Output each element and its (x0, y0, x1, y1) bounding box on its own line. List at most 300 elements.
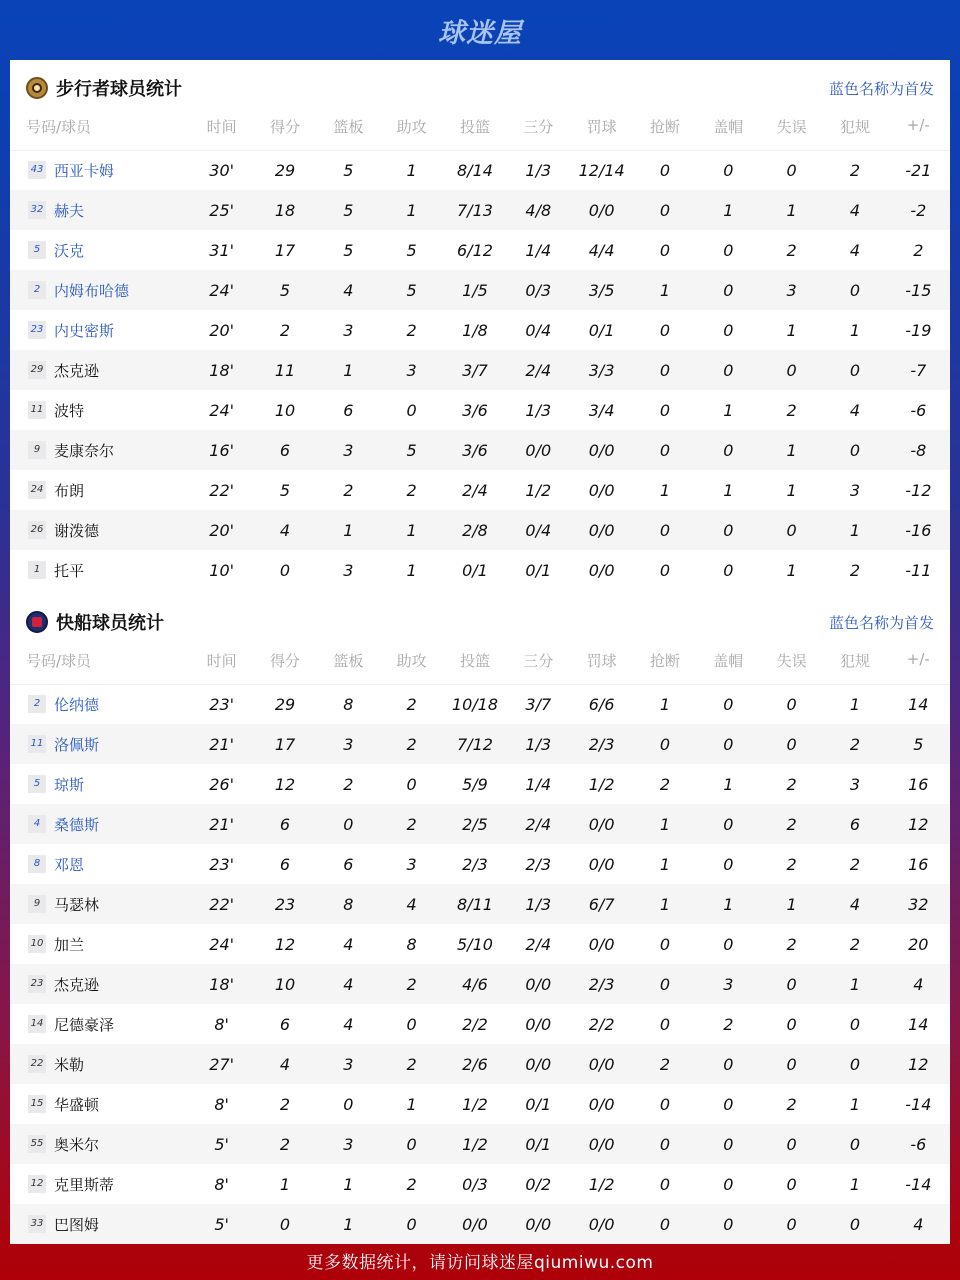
stat-cell: 27' (190, 1044, 253, 1084)
player-name[interactable]: 加兰 (54, 935, 85, 954)
stat-cell: 1 (317, 1204, 380, 1244)
stat-cell: 1 (786, 480, 797, 500)
stat-cell: 0/0 (570, 1124, 633, 1164)
stat-cell: 11 (253, 350, 316, 390)
stat-cell: 4/4 (588, 240, 615, 260)
player-cell[interactable] (10, 1084, 190, 1124)
stat-cell: 5' (190, 1204, 253, 1244)
stat-cell: 7/12 (443, 724, 506, 764)
stat-cell: 10 (274, 400, 296, 420)
column-header[interactable]: 得分 (253, 650, 316, 684)
stat-cell: 1 (849, 1174, 861, 1194)
stat-cell: 1 (633, 804, 696, 844)
table-row[interactable] (10, 884, 950, 924)
stat-cell: 12/14 (578, 160, 625, 180)
stat-cell: 4 (823, 884, 886, 924)
stat-cell: 2 (849, 560, 861, 580)
stat-cell: 2/4 (507, 804, 570, 844)
stat-cell: 0 (343, 1094, 354, 1114)
stat-cell: 0 (659, 240, 671, 260)
stat-cell: 2 (380, 724, 443, 764)
stat-cell: 1/5 (443, 270, 506, 310)
stat-cell: 5 (317, 190, 380, 230)
stat-cell: 0 (317, 804, 380, 844)
stat-cell: 1 (723, 774, 734, 794)
table-row[interactable] (10, 390, 950, 430)
column-header[interactable]: 号码/球员 (10, 116, 190, 150)
stat-cell: 1 (633, 884, 696, 924)
player-name[interactable]: 内史密斯 (54, 321, 115, 340)
column-header[interactable]: 罚球 (570, 650, 633, 684)
stat-cell: 23 (253, 884, 316, 924)
stat-cell: 1 (380, 510, 443, 550)
table-row[interactable] (10, 550, 950, 590)
player-name[interactable]: 伦纳德 (54, 695, 100, 714)
qiumiwu-logo: 球迷屋 (438, 17, 522, 49)
player-name[interactable]: 琼斯 (54, 775, 85, 794)
player-cell[interactable] (10, 390, 190, 430)
stat-cell: 6/6 (588, 694, 615, 714)
column-header[interactable]: 罚球 (570, 116, 633, 150)
player-cell[interactable] (10, 1124, 190, 1164)
stat-cell: 2 (659, 774, 671, 794)
stat-cell: 4 (849, 240, 861, 260)
player-stats-table (10, 650, 950, 1244)
stat-cell: 0 (253, 1204, 316, 1244)
stat-cell: 2 (633, 1044, 696, 1084)
column-header[interactable]: +/- (887, 116, 950, 150)
stat-cell: 0 (697, 270, 760, 310)
stat-cell: 0 (849, 1014, 861, 1034)
player-name[interactable]: 布朗 (54, 481, 85, 500)
stat-cell: 0 (823, 350, 886, 390)
stat-cell: 6 (823, 804, 886, 844)
column-header[interactable]: 犯规 (823, 116, 886, 150)
stat-cell: 2/4 (507, 350, 570, 390)
starter-legend: 蓝色名称为首发 (828, 79, 934, 98)
stat-cell: 2/3 (570, 964, 633, 1004)
stat-cell: 22' (209, 480, 235, 500)
table-row[interactable] (10, 804, 950, 844)
player-name[interactable]: 尼德豪泽 (54, 1015, 115, 1034)
stat-cell: 5/10 (457, 934, 493, 954)
player-cell[interactable] (10, 1004, 190, 1044)
stat-cell: 0/1 (462, 560, 488, 580)
stat-cell: 2 (406, 694, 417, 714)
jersey-number: 11 (28, 735, 46, 753)
table-row[interactable] (10, 844, 950, 884)
stat-cell: 0 (723, 240, 734, 260)
stat-cell: 0 (723, 1174, 734, 1194)
table-row[interactable] (10, 150, 950, 190)
column-header[interactable]: 三分 (507, 116, 570, 150)
pacers-logo-icon (26, 77, 48, 99)
player-name[interactable]: 内姆布哈德 (54, 281, 130, 300)
footer-banner[interactable] (0, 1240, 960, 1280)
stat-cell: 0/0 (570, 190, 633, 230)
player-cell[interactable] (10, 1044, 190, 1084)
table-row[interactable] (10, 310, 950, 350)
jersey-number: 43 (28, 161, 46, 179)
stat-cell: 1 (823, 964, 886, 1004)
stat-cell: 5 (380, 430, 443, 470)
stat-cell: 0 (633, 190, 696, 230)
stat-cell: 20' (190, 510, 253, 550)
stat-cell: 0 (786, 1014, 797, 1034)
stat-cell: 8 (317, 884, 380, 924)
stat-cell: -8 (887, 430, 950, 470)
player-cell[interactable] (10, 924, 190, 964)
player-name[interactable]: 沃克 (54, 241, 85, 260)
stat-cell: 4/6 (443, 964, 506, 1004)
stat-cell: 1/3 (507, 724, 570, 764)
stat-cell: 5' (190, 1124, 253, 1164)
stat-cell: -11 (905, 560, 932, 580)
stat-cell: 2 (253, 1124, 316, 1164)
column-header[interactable]: 失误 (760, 650, 823, 684)
stat-cell: 5 (380, 270, 443, 310)
player-cell[interactable] (10, 510, 190, 550)
stat-cell: 0/0 (570, 1204, 633, 1244)
stat-cell: 3/4 (588, 400, 615, 420)
column-header[interactable]: 三分 (507, 650, 570, 684)
stat-cell: 0 (659, 1094, 671, 1114)
stat-cell: 1 (823, 510, 886, 550)
stat-cell: 2/2 (462, 1014, 488, 1034)
player-cell[interactable] (10, 430, 190, 470)
stat-cell: 2 (723, 1014, 734, 1034)
jersey-number: 15 (28, 1095, 46, 1113)
table-row[interactable] (10, 1204, 950, 1244)
column-header[interactable]: +/- (887, 650, 950, 684)
stat-cell: 0 (760, 1124, 823, 1164)
stat-cell: 3/6 (443, 430, 506, 470)
table-row[interactable] (10, 724, 950, 764)
player-name[interactable]: 克里斯蒂 (54, 1175, 115, 1194)
player-cell[interactable] (10, 1204, 190, 1244)
stat-cell: 12 (887, 1044, 950, 1084)
stat-cell: 3 (317, 724, 380, 764)
stat-cell: -2 (887, 190, 950, 230)
stat-cell: 2 (786, 934, 797, 954)
table-row[interactable] (10, 1124, 950, 1164)
stat-cell: 3 (697, 964, 760, 1004)
jersey-number: 26 (28, 521, 46, 539)
stat-cell: 0 (633, 510, 696, 550)
stat-cell: 2/5 (443, 804, 506, 844)
player-cell[interactable] (10, 964, 190, 1004)
stat-cell: 0/0 (570, 510, 633, 550)
column-header[interactable]: 得分 (253, 116, 316, 150)
table-row[interactable] (10, 430, 950, 470)
stat-cell: 0 (697, 1044, 760, 1084)
stat-cell: 0 (823, 1204, 886, 1244)
jersey-number: 2 (28, 281, 46, 299)
column-header[interactable]: 时间 (190, 650, 253, 684)
stat-cell: 0 (723, 854, 734, 874)
player-cell[interactable] (10, 270, 190, 310)
player-cell[interactable] (10, 230, 190, 270)
table-row[interactable] (10, 350, 950, 390)
column-header[interactable]: 抢断 (633, 116, 696, 150)
stat-cell: 2/3 (525, 854, 552, 874)
stat-cell: 4 (317, 964, 380, 1004)
stat-cell: 0 (697, 350, 760, 390)
stat-cell: 2 (406, 320, 417, 340)
stat-cell: -7 (887, 350, 950, 390)
stat-cell: 6 (253, 804, 316, 844)
stat-cell: 2 (786, 240, 797, 260)
column-header[interactable]: 抢断 (633, 650, 696, 684)
jersey-number: 14 (28, 1015, 46, 1033)
stat-cell: 26' (209, 774, 235, 794)
player-name[interactable]: 桑德斯 (54, 815, 100, 834)
jersey-number: 23 (28, 975, 46, 993)
player-cell[interactable] (10, 470, 190, 510)
player-cell[interactable] (10, 550, 190, 590)
stat-cell: 1 (697, 190, 760, 230)
player-name[interactable]: 杰克逊 (54, 361, 100, 380)
stat-cell: 1 (279, 1174, 291, 1194)
stat-cell: 3/3 (570, 350, 633, 390)
stat-cell: 1 (849, 320, 861, 340)
stat-cell: 2 (760, 804, 823, 844)
player-name[interactable]: 杰克逊 (54, 975, 100, 994)
column-header[interactable]: 犯规 (823, 650, 886, 684)
stat-cell: 6 (253, 430, 316, 470)
stat-cell: 0/0 (588, 480, 615, 500)
stat-cell: 0 (659, 1014, 671, 1034)
column-header[interactable]: 助攻 (380, 116, 443, 150)
stat-cell: 0 (723, 560, 734, 580)
stat-cell: 0 (406, 774, 417, 794)
stat-cell: 0/0 (570, 804, 633, 844)
stat-cell: 0 (380, 1124, 443, 1164)
jersey-number: 5 (28, 241, 46, 259)
player-name[interactable]: 洛佩斯 (54, 735, 100, 754)
table-row[interactable] (10, 1044, 950, 1084)
jersey-number: 8 (28, 855, 46, 873)
column-header[interactable]: 篮板 (317, 116, 380, 150)
column-header[interactable]: 失误 (760, 116, 823, 150)
jersey-number: 1 (28, 561, 46, 579)
stat-cell: 8 (406, 934, 417, 954)
stat-cell: 18' (190, 350, 253, 390)
stat-cell: 3 (317, 1124, 380, 1164)
table-row[interactable] (10, 924, 950, 964)
stat-cell: 3 (343, 320, 354, 340)
stat-cell: 1 (760, 884, 823, 924)
player-cell[interactable] (10, 190, 190, 230)
stat-cell: -14 (905, 1174, 932, 1194)
table-row[interactable] (10, 964, 950, 1004)
stat-cell: 0/0 (525, 1014, 552, 1034)
stat-cell: 0 (659, 1174, 671, 1194)
stat-cell: 0 (633, 964, 696, 1004)
stat-cell: 17 (274, 240, 296, 260)
stat-cell: 4 (253, 510, 316, 550)
stat-cell: 2 (380, 964, 443, 1004)
player-name[interactable]: 谢泼德 (54, 521, 100, 540)
player-name[interactable]: 米勒 (54, 1055, 85, 1074)
stat-cell: 0/1 (525, 560, 552, 580)
starter-legend: 蓝色名称为首发 (828, 613, 934, 632)
stat-cell: 24' (209, 400, 235, 420)
stat-cell: 18 (253, 190, 316, 230)
table-row[interactable] (10, 190, 950, 230)
player-cell[interactable] (10, 844, 190, 884)
stat-cell: 0 (823, 270, 886, 310)
player-cell[interactable] (10, 350, 190, 390)
jersey-number: 23 (28, 321, 46, 339)
stat-cell: 29 (274, 160, 296, 180)
column-header[interactable]: 时间 (190, 116, 253, 150)
player-cell[interactable] (10, 884, 190, 924)
stat-cell: 10' (209, 560, 235, 580)
table-row[interactable] (10, 510, 950, 550)
stat-cell: 0 (279, 560, 291, 580)
stat-cell: 4 (343, 934, 354, 954)
stat-cell: 1/3 (507, 884, 570, 924)
player-name[interactable]: 马瑟林 (54, 895, 100, 914)
stat-cell: 0/1 (588, 320, 615, 340)
column-header[interactable]: 投篮 (443, 116, 506, 150)
stat-cell: 23' (209, 694, 235, 714)
section-title (26, 609, 164, 635)
table-row[interactable] (10, 1164, 950, 1204)
player-cell[interactable] (10, 724, 190, 764)
player-name[interactable]: 托平 (54, 561, 85, 580)
stat-cell: -15 (887, 270, 950, 310)
stat-cell: 0 (697, 1124, 760, 1164)
stat-cell: 0 (723, 320, 734, 340)
stat-cell: 1/2 (525, 480, 552, 500)
table-row[interactable] (10, 1084, 950, 1124)
stat-cell: 0/3 (462, 1174, 488, 1194)
stat-cell: 2 (406, 1174, 417, 1194)
stat-cell: 0/3 (507, 270, 570, 310)
player-cell[interactable] (10, 764, 190, 804)
stat-cell: 3 (317, 1044, 380, 1084)
stat-cell: 5 (887, 724, 950, 764)
stat-cell: 16 (908, 854, 929, 874)
stat-cell: 1/4 (525, 774, 552, 794)
stat-cell: 1/8 (462, 320, 488, 340)
stat-cell: 0/0 (507, 1044, 570, 1084)
stat-cell: 1 (317, 350, 380, 390)
table-row[interactable] (10, 1004, 950, 1044)
stat-cell: -19 (905, 320, 932, 340)
stat-cell: 2/4 (525, 934, 552, 954)
jersey-number: 9 (28, 441, 46, 459)
stat-cell: 2 (786, 854, 797, 874)
column-header[interactable]: 投篮 (443, 650, 506, 684)
table-row[interactable] (10, 470, 950, 510)
table-row[interactable] (10, 270, 950, 310)
player-name[interactable]: 西亚卡姆 (54, 161, 115, 180)
stat-cell: 1 (786, 560, 797, 580)
stat-cell: 1/4 (525, 240, 552, 260)
column-header[interactable]: 盖帽 (697, 116, 760, 150)
section-title (26, 75, 182, 101)
player-cell[interactable] (10, 804, 190, 844)
stat-cell: 1 (786, 320, 797, 340)
player-name[interactable]: 赫夫 (54, 201, 85, 220)
player-name[interactable]: 麦康奈尔 (54, 441, 115, 460)
stat-cell: 0 (633, 724, 696, 764)
player-name[interactable]: 巴图姆 (54, 1215, 100, 1234)
clippers-logo-icon (26, 611, 48, 633)
stat-cell: -12 (905, 480, 932, 500)
table-row[interactable] (10, 684, 950, 724)
stat-cell: 0/0 (570, 430, 633, 470)
player-cell[interactable] (10, 150, 190, 190)
table-row[interactable] (10, 764, 950, 804)
stat-cell: 1 (380, 190, 443, 230)
stat-cell: 1/2 (588, 1174, 615, 1194)
stat-cell: 2 (279, 320, 291, 340)
jersey-number: 5 (28, 775, 46, 793)
stat-cell: 20' (209, 320, 235, 340)
stat-cell: 0 (659, 934, 671, 954)
player-cell[interactable] (10, 310, 190, 350)
stat-cell: 4 (317, 270, 380, 310)
player-cell[interactable] (10, 684, 190, 724)
column-header[interactable]: 盖帽 (697, 650, 760, 684)
stat-cell: 6 (343, 400, 354, 420)
stat-cell: 0/0 (443, 1204, 506, 1244)
stat-cell: 2 (380, 804, 443, 844)
jersey-number: 24 (28, 481, 46, 499)
stat-cell: 5/9 (462, 774, 488, 794)
stat-cell: 2/3 (570, 724, 633, 764)
player-name[interactable]: 邓恩 (54, 855, 85, 874)
stat-cell: -6 (910, 400, 927, 420)
stat-cell: 4 (823, 190, 886, 230)
stat-cell: 1 (659, 480, 671, 500)
stat-cell: 1 (760, 430, 823, 470)
table-header-row (10, 650, 950, 684)
player-name[interactable]: 奥米尔 (54, 1135, 100, 1154)
jersey-number: 10 (28, 935, 46, 953)
player-name[interactable]: 华盛顿 (54, 1095, 100, 1114)
stat-cell: 1/2 (462, 1094, 488, 1114)
stat-cell: 0 (823, 1124, 886, 1164)
stat-cell: 0 (697, 804, 760, 844)
stat-cell: -14 (905, 1094, 932, 1114)
jersey-number: 33 (28, 1215, 46, 1233)
stat-cell: 0 (760, 1044, 823, 1084)
jersey-number: 4 (28, 815, 46, 833)
stat-cell: 12 (887, 804, 950, 844)
column-header[interactable]: 助攻 (380, 650, 443, 684)
stat-cell: 0 (659, 560, 671, 580)
stat-cell: 4 (849, 400, 861, 420)
stat-cell: 1 (633, 270, 696, 310)
column-header[interactable]: 篮板 (317, 650, 380, 684)
table-row[interactable] (10, 230, 950, 270)
stat-cell: 0/2 (525, 1174, 552, 1194)
column-header[interactable]: 号码/球员 (10, 650, 190, 684)
jersey-number: 29 (28, 361, 46, 379)
stat-cell: 1 (406, 1094, 417, 1114)
stat-cell: 0/1 (525, 1094, 552, 1114)
stat-cell: 23' (209, 854, 235, 874)
stat-cell: 1/2 (588, 774, 615, 794)
player-cell[interactable] (10, 1164, 190, 1204)
player-name[interactable]: 波特 (54, 401, 85, 420)
stat-cell: 10 (253, 964, 316, 1004)
